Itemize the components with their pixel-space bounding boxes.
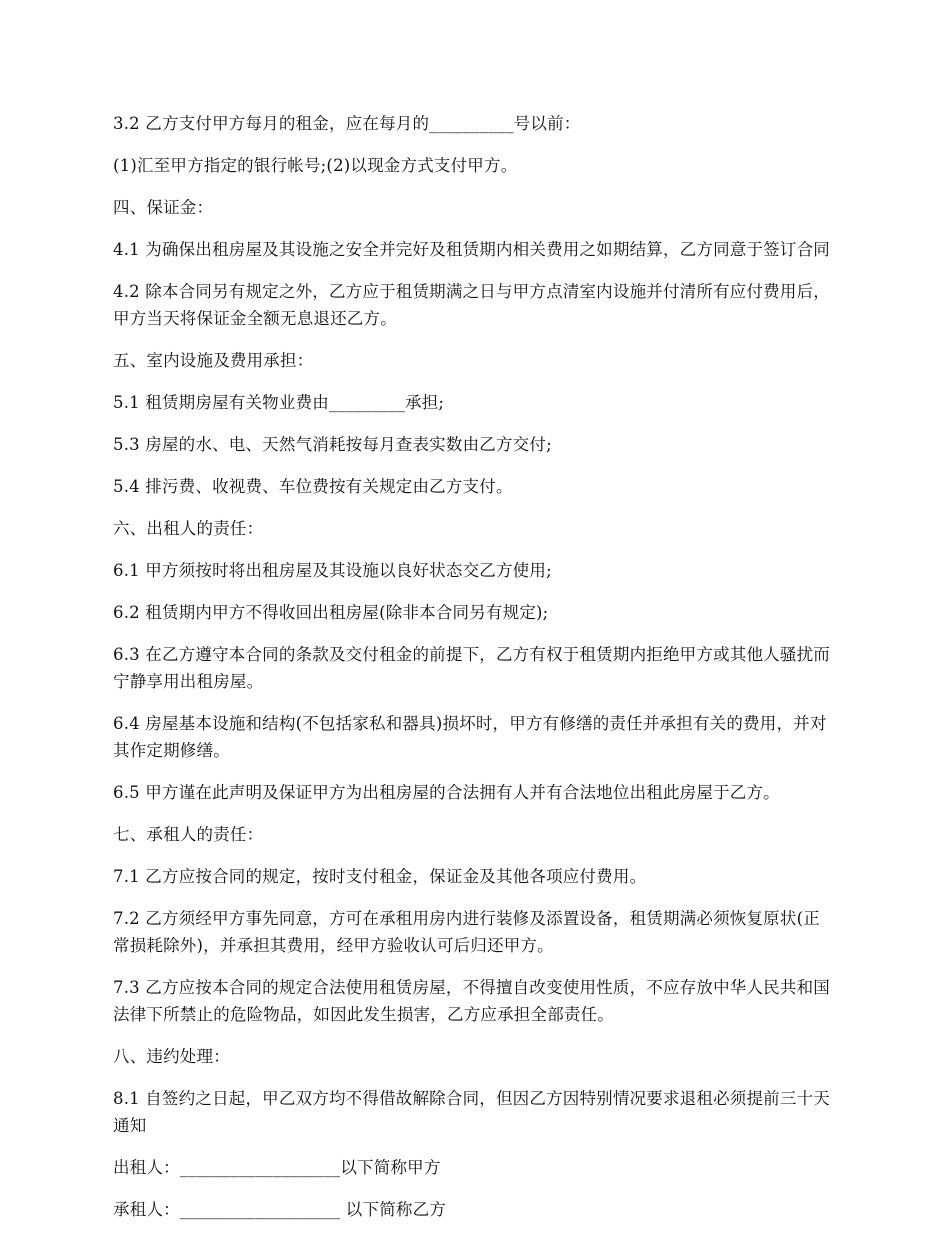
document-page [113, 110, 835, 1238]
lessor-signature-line: 出租人：___________________以下简称甲方 [113, 1158, 441, 1177]
section-heading-lessor-duties: 六、出租人的责任： [113, 519, 264, 538]
clause-4-1: 4.1 为确保出租房屋及其设施之安全并完好及租赁期内相关费用之如期结算，乙方同意于签订合同 [113, 240, 830, 259]
clause-7-1: 7.1 乙方应按合同的规定，按时支付租金，保证金及其他各项应付费用。 [113, 867, 647, 886]
clause-3-2-rent-due-date: 3.2 乙方支付甲方每月的租金，应在每月的__________号以前： [113, 114, 581, 133]
clause-8-1: 8.1 自签约之日起，甲乙双方均不得借故解除合同，但因乙方因特别情况要求退租必须提前三十天通知 [113, 1089, 830, 1135]
clause-7-3: 7.3 乙方应按本合同的规定合法使用租赁房屋，不得擅自改变使用性质，不应存放中华人民共和国法律下所禁止的危险物品，如因此发生损害，乙方应承担全部责任。 [113, 978, 830, 1024]
clause-6-2: 6.2 租赁期内甲方不得收回出租房屋(除非本合同另有规定); [113, 603, 549, 622]
section-heading-breach: 八、违约处理： [113, 1047, 230, 1066]
lessee-signature-line: 承租人：___________________ 以下简称乙方 [113, 1200, 446, 1219]
clause-5-3: 5.3 房屋的水、电、天然气消耗按每月查表实数由乙方交付; [113, 435, 552, 454]
section-heading-deposit: 四、保证金： [113, 198, 214, 217]
clause-6-3: 6.3 在乙方遵守本合同的条款及交付租金的前提下，乙方有权于租赁期内拒绝甲方或其他人骚扰而宁静享用出租房屋。 [113, 645, 830, 691]
clause-5-1: 5.1 租赁期房屋有关物业费由_________承担; [113, 393, 445, 412]
clause-7-2: 7.2 乙方须经甲方事先同意，方可在承租用房内进行装修及添置设备，租赁期满必须恢复原状(正常损耗除外)，并承担其费用，经甲方验收认可后归还甲方。 [113, 909, 820, 955]
clause-6-4: 6.4 房屋基本设施和结构(不包括家私和器具)损坏时，甲方有修缮的责任并承担有关的费用，并对其作定期修缮。 [113, 714, 827, 760]
section-heading-facilities-costs: 五、室内设施及费用承担： [113, 351, 314, 370]
clause-6-5: 6.5 甲方谨在此声明及保证甲方为出租房屋的合法拥有人并有合法地位出租此房屋于乙方。 [113, 783, 780, 802]
section-heading-lessee-duties: 七、承租人的责任： [113, 825, 264, 844]
clause-payment-methods: (1)汇至甲方指定的银行帐号;(2)以现金方式支付甲方。 [113, 156, 518, 175]
clause-5-4: 5.4 排污费、收视费、车位费按有关规定由乙方支付。 [113, 477, 513, 496]
clause-4-2: 4.2 除本合同另有规定之外，乙方应于租赁期满之日与甲方点清室内设施并付清所有应付费用后，甲方当天将保证金全额无息退还乙方。 [113, 282, 830, 328]
clause-6-1: 6.1 甲方须按时将出租房屋及其设施以良好状态交乙方使用; [113, 561, 552, 580]
